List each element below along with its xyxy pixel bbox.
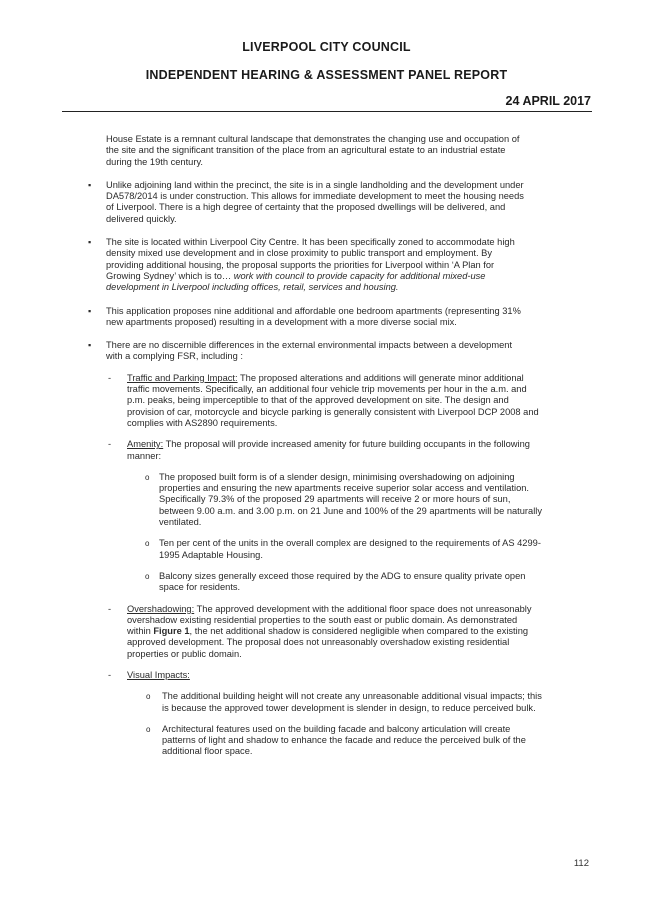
dash-marker: - (108, 603, 112, 614)
impact-traffic (0, 373, 653, 429)
bullet-marker: ▪ (88, 179, 92, 190)
dash-marker: - (108, 372, 112, 383)
bullet-text: The site is located within Liverpool City Centre. It has been specifically zoned to accommodate high density mixed use development and in close proximity to public transport and employment. By providing additional housing, the proposal supports the priorities for Liverpool within ‘A Plan for Growing Sydney’ which is to… (106, 237, 515, 281)
sub-marker: o (145, 571, 150, 581)
bullet-quote-italic: work with council to provide capacity for additional mixed-use development in Liverpool including offices, retail, services and housing. (106, 270, 486, 293)
sub-marker: o (145, 539, 150, 549)
bullet-item (0, 306, 653, 329)
report-title-header: INDEPENDENT HEARING & ASSESSMENT PANEL REPORT (145, 68, 508, 82)
amenity-subitem (0, 571, 653, 594)
subitem-text: Architectural features used on the building facade and balcony articulation will create patterns of light and shadow to enhance the facade and reduce the perceived bulk of the additional floor space. (162, 723, 526, 757)
impact-visual (0, 670, 653, 681)
bullet-item (0, 237, 653, 293)
bullet-text: There are no discernible differences in the external environmental impacts between a development with a complying FSR, including : (106, 340, 513, 362)
impact-label: Traffic and Parking Impact: (127, 372, 238, 383)
subitem-text: The additional building height will not create any unreasonable additional visual impacts; this is because the approved tower development is slender in design, to reduce perceived bulk. (162, 691, 542, 713)
impact-text: The approved development with the additional floor space does not unreasonably overshadow existing residential properties to the south east or public domain. As demonstrated within (127, 603, 532, 637)
bullet-item (0, 340, 653, 363)
impact-label: Visual Impacts: (127, 669, 190, 680)
council-name-header: LIVERPOOL CITY COUNCIL (242, 40, 411, 54)
impact-label: Amenity: (127, 439, 164, 450)
amenity-subitem (0, 472, 653, 528)
visual-subitem (0, 691, 653, 714)
dash-marker: - (108, 669, 112, 680)
impact-text: The proposal will provide increased amenity for future building occupants in the following manner: (127, 439, 530, 461)
bullet-text: This application proposes nine additional and affordable one bedroom apartments (representing 31% new apartments proposed) resulting in a development with a more diverse social mix. (106, 305, 521, 327)
subitem-text: The proposed built form is of a slender design, minimising overshadowing on adjoining properties and ensuring the new apartments receive superior solar access and ventilation. Specifically 79.3% of the proposed 29 apartments will receive 2 or more hours of sun, between 9.00 a.m. and 3.00 p.m. on 21 June and 100% of the 29 apartments will be naturally ventilated. (159, 471, 542, 528)
impact-overshadowing (0, 604, 653, 660)
bullet-marker: ▪ (88, 305, 92, 316)
impact-amenity (0, 439, 653, 462)
subitem-text: Ten per cent of the units in the overall complex are designed to the requirements of AS 4299-1995 Adaptable Housing. (159, 538, 541, 560)
bullet-item (0, 180, 653, 225)
impact-text: The proposed alterations and additions will generate minor additional traffic movements. Specifically, an additional four vehicle trip movements per hour in the a.m. and p.m. peaks, being imperceptible to that of the approved development on site. The design and provision of car, motorcycle and bicycle parking is generally consistent with Liverpool DCP 2008 and complies with AS2890 requirements. (127, 372, 539, 428)
dash-marker: - (108, 439, 112, 450)
sub-marker: o (146, 692, 151, 702)
impact-label: Overshadowing: (127, 603, 195, 614)
figure-reference: Figure 1 (153, 626, 190, 637)
sub-marker: o (146, 724, 151, 734)
bullet-text: Unlike adjoining land within the precinct, the site is in a single landholding and the development under DA578/2014 is under construction. This allows for immediate development to meet the housing needs of Liverpool. There is a high degree of certainty that the proposed dwellings will be delivered, and delivered quickly. (106, 179, 524, 224)
continuation-paragraph: House Estate is a remnant cultural landscape that demonstrates the changing use and occupation of the site and the significant transition of the place from an agricultural estate to an industrial estate during the 19th century. (106, 134, 520, 167)
bullet-marker: ▪ (88, 237, 92, 248)
report-body (0, 134, 653, 758)
impact-text: , the net additional shadow is considered negligible when compared to the existing approved development. The proposal does not unreasonably overshadow existing residential properties or public domain. (127, 626, 529, 659)
sub-marker: o (145, 472, 150, 482)
page-number: 112 (573, 858, 589, 869)
subitem-text: Balcony sizes generally exceed those required by the ADG to ensure quality private open space for residents. (159, 570, 526, 593)
report-date: 24 APRIL 2017 (505, 94, 591, 108)
bullet-marker: ▪ (88, 340, 92, 351)
header-rule (62, 111, 592, 112)
visual-subitem (0, 724, 653, 758)
amenity-subitem (0, 538, 653, 561)
